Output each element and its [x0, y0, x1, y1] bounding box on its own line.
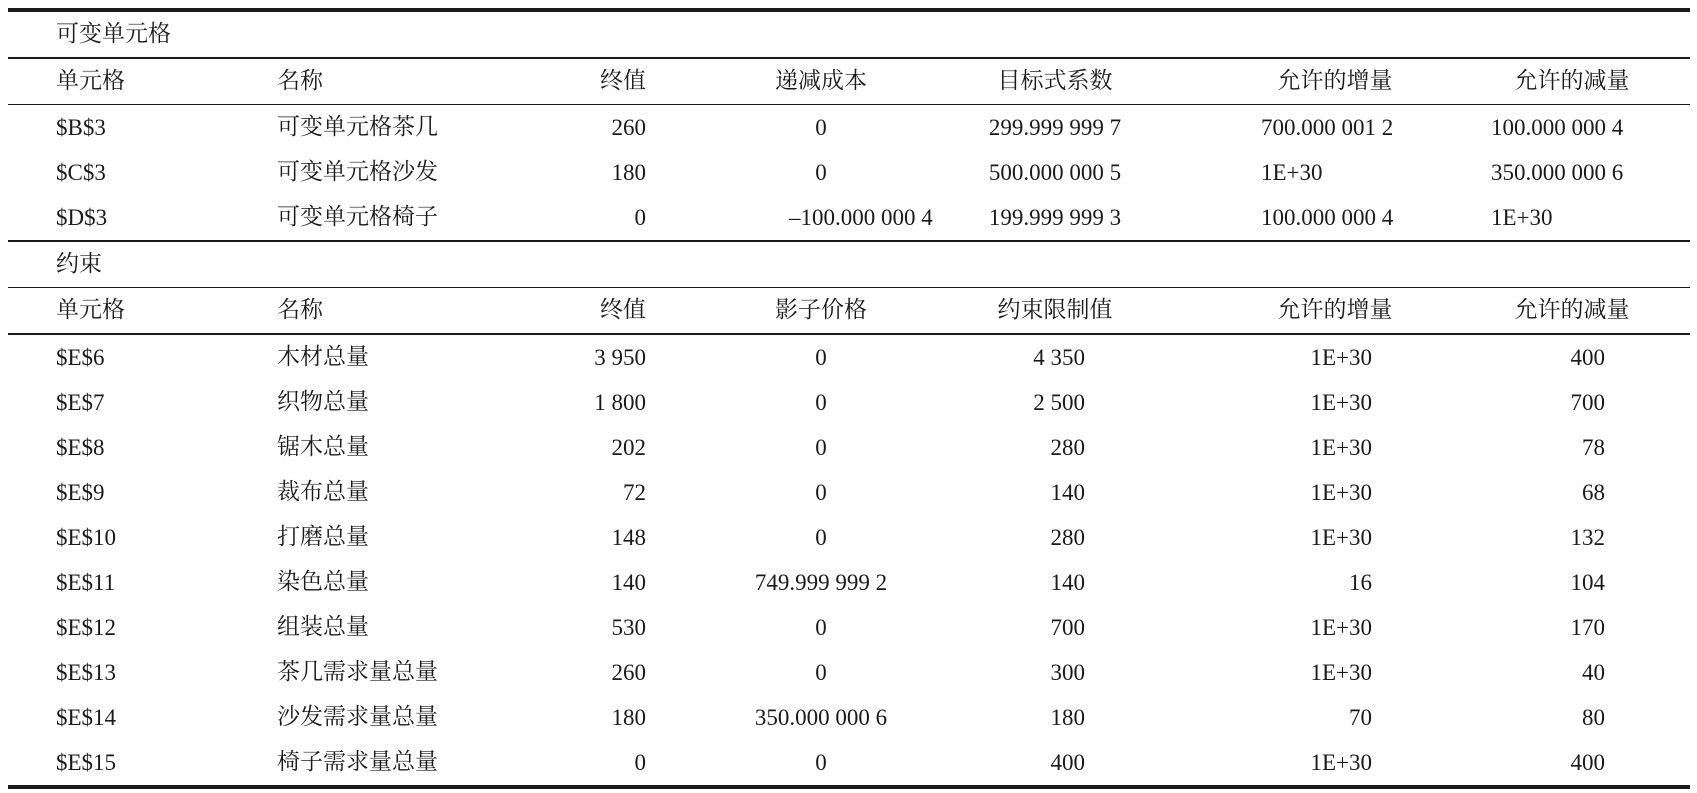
- constraint-rhs: 280: [1050, 434, 1085, 460]
- constraint-rhs: 140: [1050, 479, 1085, 505]
- sensitivity-report: [8, 0, 1690, 789]
- cell-name: 打磨总量: [277, 523, 369, 550]
- bottom-rule: [8, 785, 1690, 789]
- cell-ref: $E$15: [56, 749, 117, 775]
- col-header-allow-increase: 允许的增量: [1277, 67, 1393, 94]
- table-row: [8, 650, 1690, 695]
- shadow-price: 0: [815, 659, 827, 685]
- allow-decrease: 40: [1582, 659, 1605, 685]
- allow-increase: 1E+30: [1310, 524, 1372, 550]
- col-header-reduced-cost: 递减成本: [775, 67, 867, 94]
- shadow-price: 0: [815, 389, 827, 415]
- cell-name: 裁布总量: [277, 478, 369, 505]
- table-row: [8, 695, 1690, 740]
- cell-ref: $E$7: [56, 389, 105, 415]
- col-header-cell: 单元格: [56, 297, 125, 323]
- constraint-rhs: 300: [1050, 659, 1085, 685]
- final-value: 1 800: [594, 389, 646, 415]
- col-header-final-value: 终值: [600, 297, 646, 323]
- shadow-price: 350.000 000 6: [754, 704, 888, 730]
- col-header-name: 名称: [277, 297, 323, 323]
- col-header-allow-decrease: 允许的减量: [1514, 67, 1630, 94]
- constraint-rhs: 700: [1050, 614, 1085, 640]
- reduced-cost: 0: [815, 115, 827, 140]
- constraint-rows: [8, 335, 1690, 785]
- allow-decrease: 78: [1582, 434, 1605, 460]
- cell-ref: $E$9: [56, 479, 105, 505]
- constraint-rhs: 140: [1050, 569, 1085, 595]
- table-row: [8, 380, 1690, 425]
- allow-increase: 1E+30: [1261, 160, 1323, 185]
- cell-name: 可变单元格茶几: [277, 114, 438, 140]
- table-row: [8, 560, 1690, 605]
- allow-increase: 700.000 001 2: [1261, 115, 1394, 140]
- table-row: [8, 150, 1690, 195]
- cell-ref: $E$14: [56, 704, 117, 730]
- cell-name: 木材总量: [277, 343, 369, 370]
- constraint-rhs: 2 500: [1033, 389, 1085, 415]
- cell-ref: $E$11: [56, 569, 116, 595]
- shadow-price: 0: [815, 614, 827, 640]
- reduced-cost: 0: [815, 160, 827, 185]
- cell-ref: $E$8: [56, 434, 105, 460]
- cell-ref: $E$13: [56, 659, 117, 685]
- final-value: 260: [611, 659, 646, 685]
- final-value: 180: [611, 160, 646, 185]
- allow-increase: 1E+30: [1310, 344, 1372, 370]
- col-header-final-value: 终值: [600, 67, 646, 94]
- shadow-price: 0: [815, 479, 827, 505]
- shadow-price: 749.999 999 2: [754, 569, 888, 595]
- allow-increase: 1E+30: [1310, 479, 1372, 505]
- allow-increase: 1E+30: [1310, 434, 1372, 460]
- final-value: 0: [634, 749, 646, 775]
- final-value: 180: [611, 704, 646, 730]
- cell-name: 染色总量: [277, 568, 369, 595]
- table-row: [8, 470, 1690, 515]
- col-header-objective-coef: 目标式系数: [997, 67, 1113, 94]
- final-value: 140: [611, 569, 646, 595]
- table-row: [8, 605, 1690, 650]
- final-value: 72: [623, 479, 646, 505]
- table-row: [8, 195, 1690, 240]
- objective-coef: 299.999 999 7: [988, 115, 1122, 140]
- col-header-allow-increase: 允许的增量: [1277, 297, 1393, 323]
- cell-name: 沙发需求量总量: [277, 703, 438, 730]
- final-value: 0: [634, 205, 646, 230]
- table-row: [8, 425, 1690, 470]
- allow-increase: 1E+30: [1310, 749, 1372, 775]
- cell-name: 可变单元格沙发: [277, 159, 438, 185]
- cell-name: 茶几需求量总量: [277, 658, 438, 685]
- cell-ref: $D$3: [56, 205, 108, 230]
- section-title-constraints: [8, 242, 1690, 287]
- shadow-price: 0: [815, 434, 827, 460]
- final-value: 260: [611, 115, 646, 140]
- cell-name: 组装总量: [277, 613, 369, 640]
- table-row: [8, 740, 1690, 785]
- col-header-allow-decrease: 允许的减量: [1514, 297, 1630, 323]
- objective-coef: 500.000 000 5: [988, 160, 1122, 185]
- section-title-text: 可变单元格: [56, 21, 171, 47]
- col-header-shadow-price: 影子价格: [775, 297, 867, 323]
- allow-decrease: 68: [1582, 479, 1605, 505]
- allow-increase: 70: [1349, 704, 1372, 730]
- table-row: [8, 105, 1690, 150]
- allow-decrease: 170: [1570, 614, 1605, 640]
- cell-name: 椅子需求量总量: [277, 748, 438, 775]
- cell-ref: $E$10: [56, 524, 117, 550]
- header-row-constraint: [8, 288, 1690, 333]
- cell-name: 织物总量: [277, 388, 369, 415]
- constraint-rhs: 280: [1050, 524, 1085, 550]
- allow-decrease: 1E+30: [1491, 205, 1553, 230]
- section-title-text: 约束: [56, 250, 102, 277]
- allow-decrease: 100.000 000 4: [1491, 115, 1624, 140]
- allow-decrease: 700: [1570, 389, 1605, 415]
- cell-name: 锯木总量: [277, 433, 369, 460]
- shadow-price: 0: [815, 749, 827, 775]
- shadow-price: 0: [815, 524, 827, 550]
- final-value: 202: [611, 434, 646, 460]
- shadow-price: 0: [815, 344, 827, 370]
- final-value: 530: [611, 614, 646, 640]
- allow-decrease: 400: [1570, 344, 1605, 370]
- allow-increase: 16: [1349, 569, 1372, 595]
- cell-name: 可变单元格椅子: [277, 204, 438, 230]
- allow-increase: 100.000 000 4: [1261, 205, 1394, 230]
- table-row: [8, 515, 1690, 560]
- constraint-rhs: 400: [1050, 749, 1085, 775]
- reduced-cost: –100.000 000 4: [789, 205, 933, 230]
- allow-decrease: 350.000 000 6: [1491, 160, 1624, 185]
- cell-ref: $E$12: [56, 614, 117, 640]
- col-header-name: 名称: [277, 67, 323, 94]
- constraint-rhs: 180: [1050, 704, 1085, 730]
- allow-decrease: 104: [1570, 569, 1605, 595]
- allow-decrease: 400: [1570, 749, 1605, 775]
- allow-increase: 1E+30: [1310, 614, 1372, 640]
- table-row: [8, 335, 1690, 380]
- cell-ref: $C$3: [56, 160, 106, 185]
- allow-increase: 1E+30: [1310, 659, 1372, 685]
- cell-ref: $E$6: [56, 344, 105, 370]
- allow-increase: 1E+30: [1310, 389, 1372, 415]
- objective-coef: 199.999 999 3: [988, 205, 1122, 230]
- final-value: 3 950: [594, 344, 646, 370]
- allow-decrease: 132: [1570, 524, 1605, 550]
- col-header-cell: 单元格: [56, 67, 125, 94]
- allow-decrease: 80: [1582, 704, 1605, 730]
- final-value: 148: [611, 524, 646, 550]
- constraint-rhs: 4 350: [1033, 344, 1085, 370]
- header-row-variable: [8, 59, 1690, 104]
- cell-ref: $B$3: [56, 115, 106, 140]
- col-header-constraint-rhs: 约束限制值: [997, 297, 1113, 323]
- section-title-variable-cells: [8, 12, 1690, 57]
